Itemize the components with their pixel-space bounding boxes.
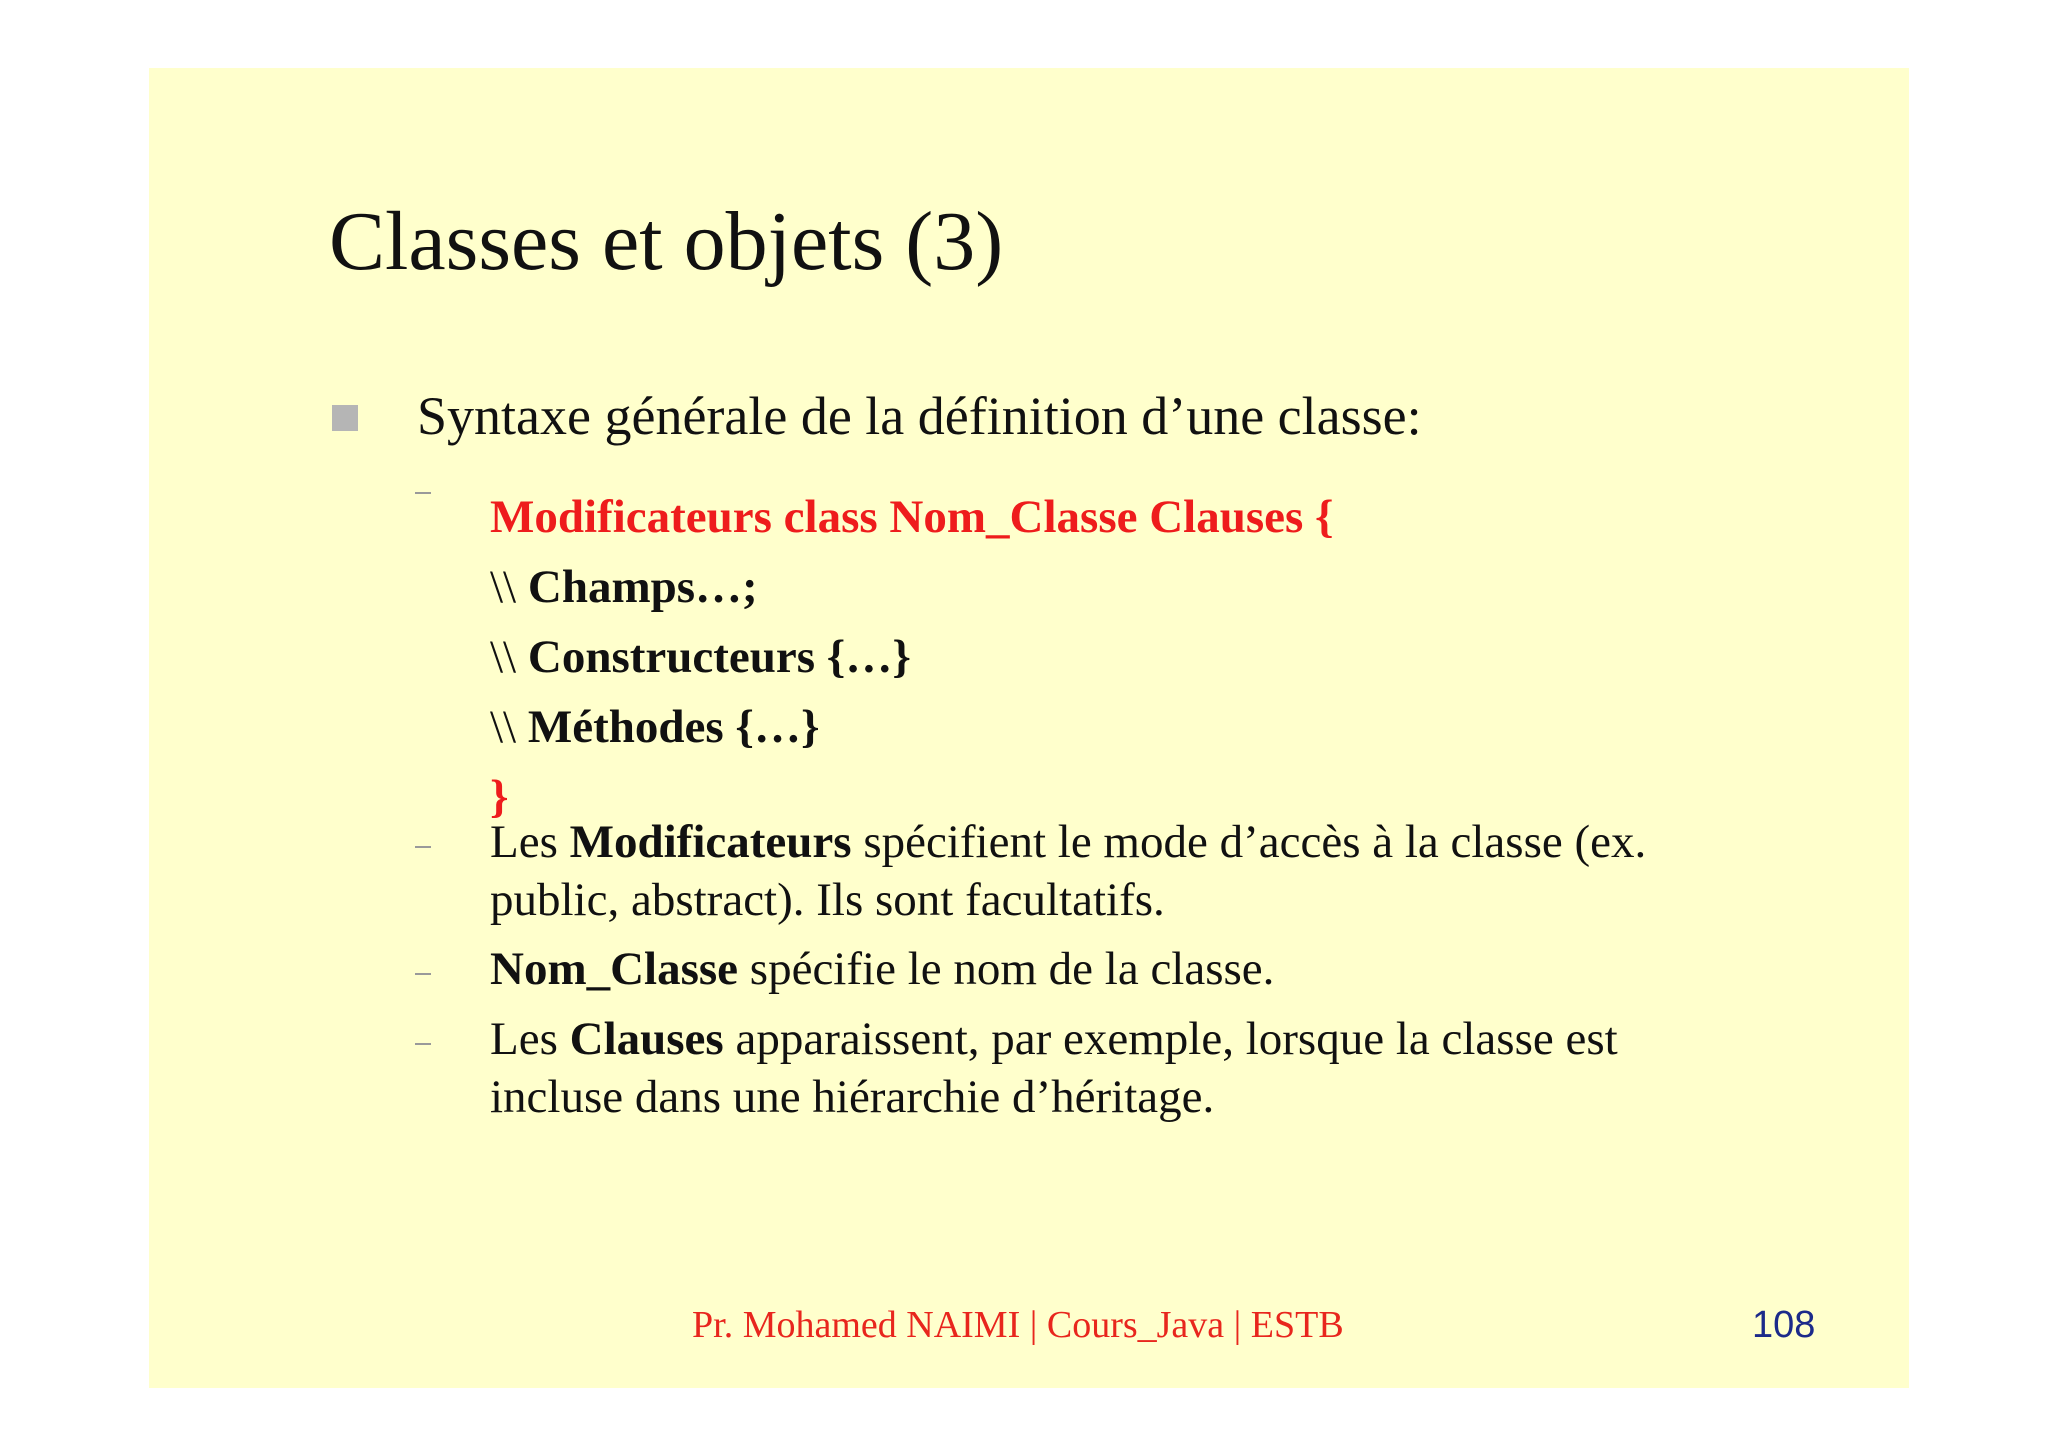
dash-bullet-icon — [415, 973, 431, 975]
item-nom-classe — [490, 940, 1274, 998]
syntax-fields-line — [490, 558, 758, 616]
syntax-fields: Champs…; — [527, 561, 758, 613]
item-clauses — [490, 1010, 1618, 1068]
item-modificateurs-line2: public, abstract). Ils sont facultatifs. — [490, 874, 1165, 926]
syntax-closing-brace: } — [490, 771, 509, 823]
main-bullet-text: Syntaxe générale de la définition d’une classe: — [417, 386, 1422, 446]
item-modificateurs — [490, 813, 1646, 871]
class-syntax-header: Modificateurs class Nom_Classe Clauses { — [490, 491, 1334, 543]
square-bullet-icon — [332, 405, 358, 431]
item-clauses-line2: incluse dans une hiérarchie d’héritage. — [490, 1071, 1215, 1123]
dash-bullet-icon — [415, 1043, 431, 1045]
syntax-methods: Méthodes {…} — [527, 701, 820, 753]
syntax-constructors-line — [490, 628, 911, 686]
slide — [149, 68, 1909, 1388]
item-keyword: Clauses — [569, 1013, 724, 1065]
item-text: apparaissent, par exemple, lorsque la classe est — [723, 1013, 1618, 1065]
page-number: 108 — [1752, 1304, 1816, 1346]
comment-prefix: \\ — [490, 561, 528, 613]
item-text: spécifie le nom de la classe. — [738, 943, 1275, 995]
dash-bullet-icon — [415, 492, 431, 494]
item-keyword: Nom_Classe — [490, 943, 739, 995]
slide-footer: Pr. Mohamed NAIMI | Cours_Java | ESTB — [692, 1304, 1344, 1346]
item-keyword: Modificateurs — [569, 816, 852, 868]
item-text: spécifient le mode d’accès à la classe (ex. — [851, 816, 1647, 868]
comment-prefix: \\ — [490, 701, 528, 753]
item-text: Les — [490, 1013, 570, 1065]
syntax-methods-line — [490, 698, 819, 756]
item-text: Les — [490, 816, 570, 868]
slide-title: Classes et objets (3) — [329, 195, 1004, 288]
syntax-constructors: Constructeurs {…} — [527, 631, 911, 683]
dash-bullet-icon — [415, 846, 431, 848]
comment-prefix: \\ — [490, 631, 528, 683]
